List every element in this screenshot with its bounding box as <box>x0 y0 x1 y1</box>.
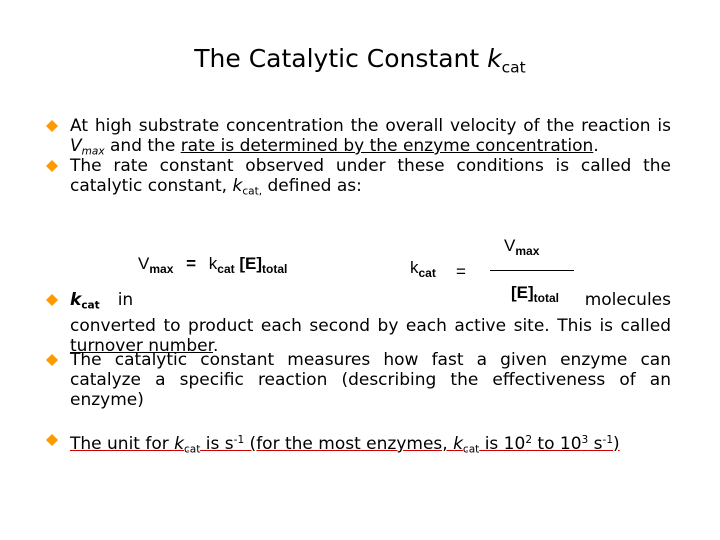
text-run: (for the most enzymes, <box>244 433 454 454</box>
text-run: to 10 <box>532 433 582 454</box>
equation-kcat-equals <box>456 262 466 282</box>
text-run: The rate constant observed under these conditions is called the catalytic constant, <box>70 156 671 196</box>
underlined-phrase: rate is determined by the enzyme concentration <box>180 136 594 156</box>
kcat-subscript: cat <box>81 299 100 312</box>
eq-k-subscript: cat <box>217 262 235 276</box>
equation-kcat-lhs <box>410 258 436 280</box>
fraction-bar <box>490 270 574 271</box>
eq-v: V <box>138 254 150 273</box>
bullet-text <box>70 290 671 356</box>
kcat-subscript: cat <box>462 443 480 456</box>
text-run: The unit for <box>70 433 175 454</box>
vmax-symbol: V <box>70 136 82 156</box>
underlined-phrase: turnover number <box>70 335 214 356</box>
title-k-subscript: cat <box>501 58 526 77</box>
superscript: -1 <box>233 434 245 446</box>
bullet-turnover <box>46 290 671 356</box>
diamond-bullet-icon <box>46 120 58 132</box>
eq2-k: k <box>410 258 419 277</box>
bullet-effectiveness <box>46 350 671 410</box>
eq2-denominator-subscript: total <box>533 291 560 305</box>
bullet-first-line <box>70 290 671 316</box>
diamond-bullet-icon <box>46 434 58 446</box>
text-run: is 10 <box>479 433 526 454</box>
eq2-equals: = <box>456 262 466 281</box>
bullet-text: The catalytic constant measures how fast a given enzyme can catalyze a specific reaction (describing the effectiveness of an enzyme) <box>70 350 671 410</box>
text-run: in <box>117 290 134 310</box>
text-run: converted to product each second by each active site. This is called <box>70 315 671 336</box>
kcat-subscript: cat, <box>242 185 263 198</box>
text-run: s <box>588 433 603 454</box>
diamond-bullet-icon <box>46 354 58 366</box>
superscript: 3 <box>581 434 589 446</box>
bullet-text <box>70 430 671 459</box>
eq2-denominator-e: [E] <box>511 283 534 302</box>
diamond-bullet-icon <box>46 160 58 172</box>
vmax-subscript: max <box>81 145 105 158</box>
equation-vmax <box>138 254 287 276</box>
text-run: At high substrate concentration the overall velocity of the reaction is <box>70 116 671 136</box>
kcat-symbol: k <box>174 433 185 454</box>
equation-kcat-numerator <box>504 236 539 258</box>
bullet-vmax <box>46 116 671 162</box>
eq-k: k <box>208 254 218 273</box>
text-run: . <box>213 335 219 356</box>
text-run: ) <box>613 433 620 454</box>
text-run: molecules <box>584 290 671 310</box>
bullet-units <box>46 430 671 459</box>
superscript: -1 <box>602 434 614 446</box>
kcat-subscript: cat <box>184 443 201 456</box>
diamond-bullet-icon <box>46 294 58 306</box>
superscript: 2 <box>525 434 533 446</box>
text-run: is s <box>200 433 234 454</box>
kcat-symbol: k <box>70 290 82 310</box>
kcat-symbol: k <box>453 433 463 454</box>
eq-e: [E] <box>239 254 263 273</box>
kcat-symbol: k <box>232 176 243 196</box>
eq-v-subscript: max <box>149 262 174 276</box>
text-run: and the <box>104 136 181 156</box>
text-run: defined as: <box>262 176 362 196</box>
eq-equals: = <box>186 254 197 273</box>
eq-e-subscript: total <box>262 262 288 276</box>
bullet-text <box>70 156 671 202</box>
eq2-k-subscript: cat <box>418 266 436 280</box>
slide-title <box>0 44 720 76</box>
bullet-text <box>70 116 671 162</box>
text-run: . <box>593 136 599 156</box>
eq2-numerator-v: V <box>504 236 516 255</box>
title-k: k <box>487 44 502 73</box>
bullet-catalytic-constant <box>46 156 671 202</box>
eq2-numerator-subscript: max <box>515 244 540 258</box>
title-text: The Catalytic Constant <box>194 44 488 73</box>
